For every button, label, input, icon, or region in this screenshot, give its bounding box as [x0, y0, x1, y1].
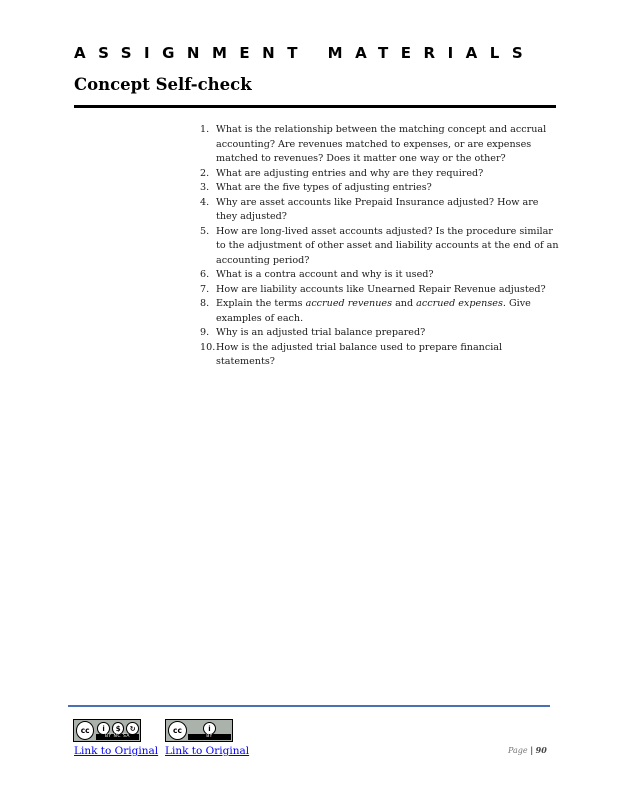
question-list — [200, 123, 560, 370]
list-item — [200, 268, 560, 283]
page-number-value: 90 — [535, 745, 547, 755]
question-text — [216, 297, 560, 326]
license-strip: BY NC SA — [96, 734, 139, 740]
question-text: What are the five types of adjusting entries? — [216, 182, 432, 193]
link-to-original-1[interactable]: Link to Original — [74, 745, 159, 757]
page-separator: | — [530, 745, 534, 755]
cc-by-nc-sa-badge[interactable] — [73, 719, 141, 742]
question-text-part: Explain the terms — [216, 298, 306, 309]
attribution-icon: i — [203, 722, 216, 735]
creative-commons-icon: cc — [76, 721, 94, 740]
list-item — [200, 167, 560, 182]
page-number — [508, 745, 547, 755]
question-number: 5. — [200, 225, 210, 237]
list-item — [200, 225, 560, 269]
question-text: Why is an adjusted trial balance prepared? — [216, 327, 426, 338]
footer-divider — [68, 705, 550, 707]
question-text: What is a contra account and why is it used? — [216, 269, 434, 280]
list-item — [200, 341, 560, 370]
link-to-original-2[interactable]: Link to Original — [165, 745, 250, 757]
section-header: ASSIGNMENT MATERIALS — [74, 44, 536, 62]
question-number: 2. — [200, 167, 210, 179]
question-text: Why are asset accounts like Prepaid Insurance adjusted? How are they adjusted? — [216, 196, 539, 222]
title-divider — [74, 105, 556, 108]
share-alike-icon: ↻ — [126, 722, 139, 735]
list-item — [200, 196, 560, 225]
noncommercial-icon: $ — [112, 722, 125, 735]
question-number: 6. — [200, 269, 210, 280]
question-text-part: and — [392, 298, 417, 309]
question-text: How is the adjusted trial balance used to prepare financial statements? — [216, 341, 503, 367]
question-number: 1. — [200, 124, 210, 135]
question-text: How are long-lived asset accounts adjusted? Is the procedure similar to the adjustment of other asset and liability accounts at the end of an accounting period? — [216, 225, 559, 266]
term-accrued-revenues: accrued revenues — [305, 298, 393, 309]
list-item — [200, 326, 560, 341]
list-item — [200, 181, 560, 196]
question-text: What are adjusting entries and why are they required? — [216, 167, 484, 179]
question-number: 10. — [200, 341, 216, 353]
page-title: Concept Self-check — [74, 75, 252, 94]
question-number: 8. — [200, 298, 210, 309]
term-accrued-expenses: accrued expenses — [416, 298, 503, 309]
question-number: 9. — [200, 327, 210, 338]
question-number: 7. — [200, 283, 210, 295]
question-text: How are liability accounts like Unearned Repair Revenue adjusted? — [216, 283, 546, 295]
cc-by-badge[interactable] — [165, 719, 233, 742]
creative-commons-icon: cc — [168, 721, 187, 740]
attribution-icon: i — [97, 722, 110, 735]
page-label: Page — [508, 746, 528, 755]
list-item — [200, 283, 560, 298]
question-number: 3. — [200, 182, 210, 193]
license-strip: BY — [188, 734, 231, 740]
question-text-part: . Give examples of each. — [216, 298, 531, 324]
question-text: What is the relationship between the matching concept and accrual accounting? Are revenues matched to expenses, or are expenses matched to revenues? Does it matter one way or the other? — [216, 124, 547, 164]
list-item — [200, 297, 560, 326]
question-number: 4. — [200, 196, 210, 208]
list-item — [200, 123, 560, 167]
